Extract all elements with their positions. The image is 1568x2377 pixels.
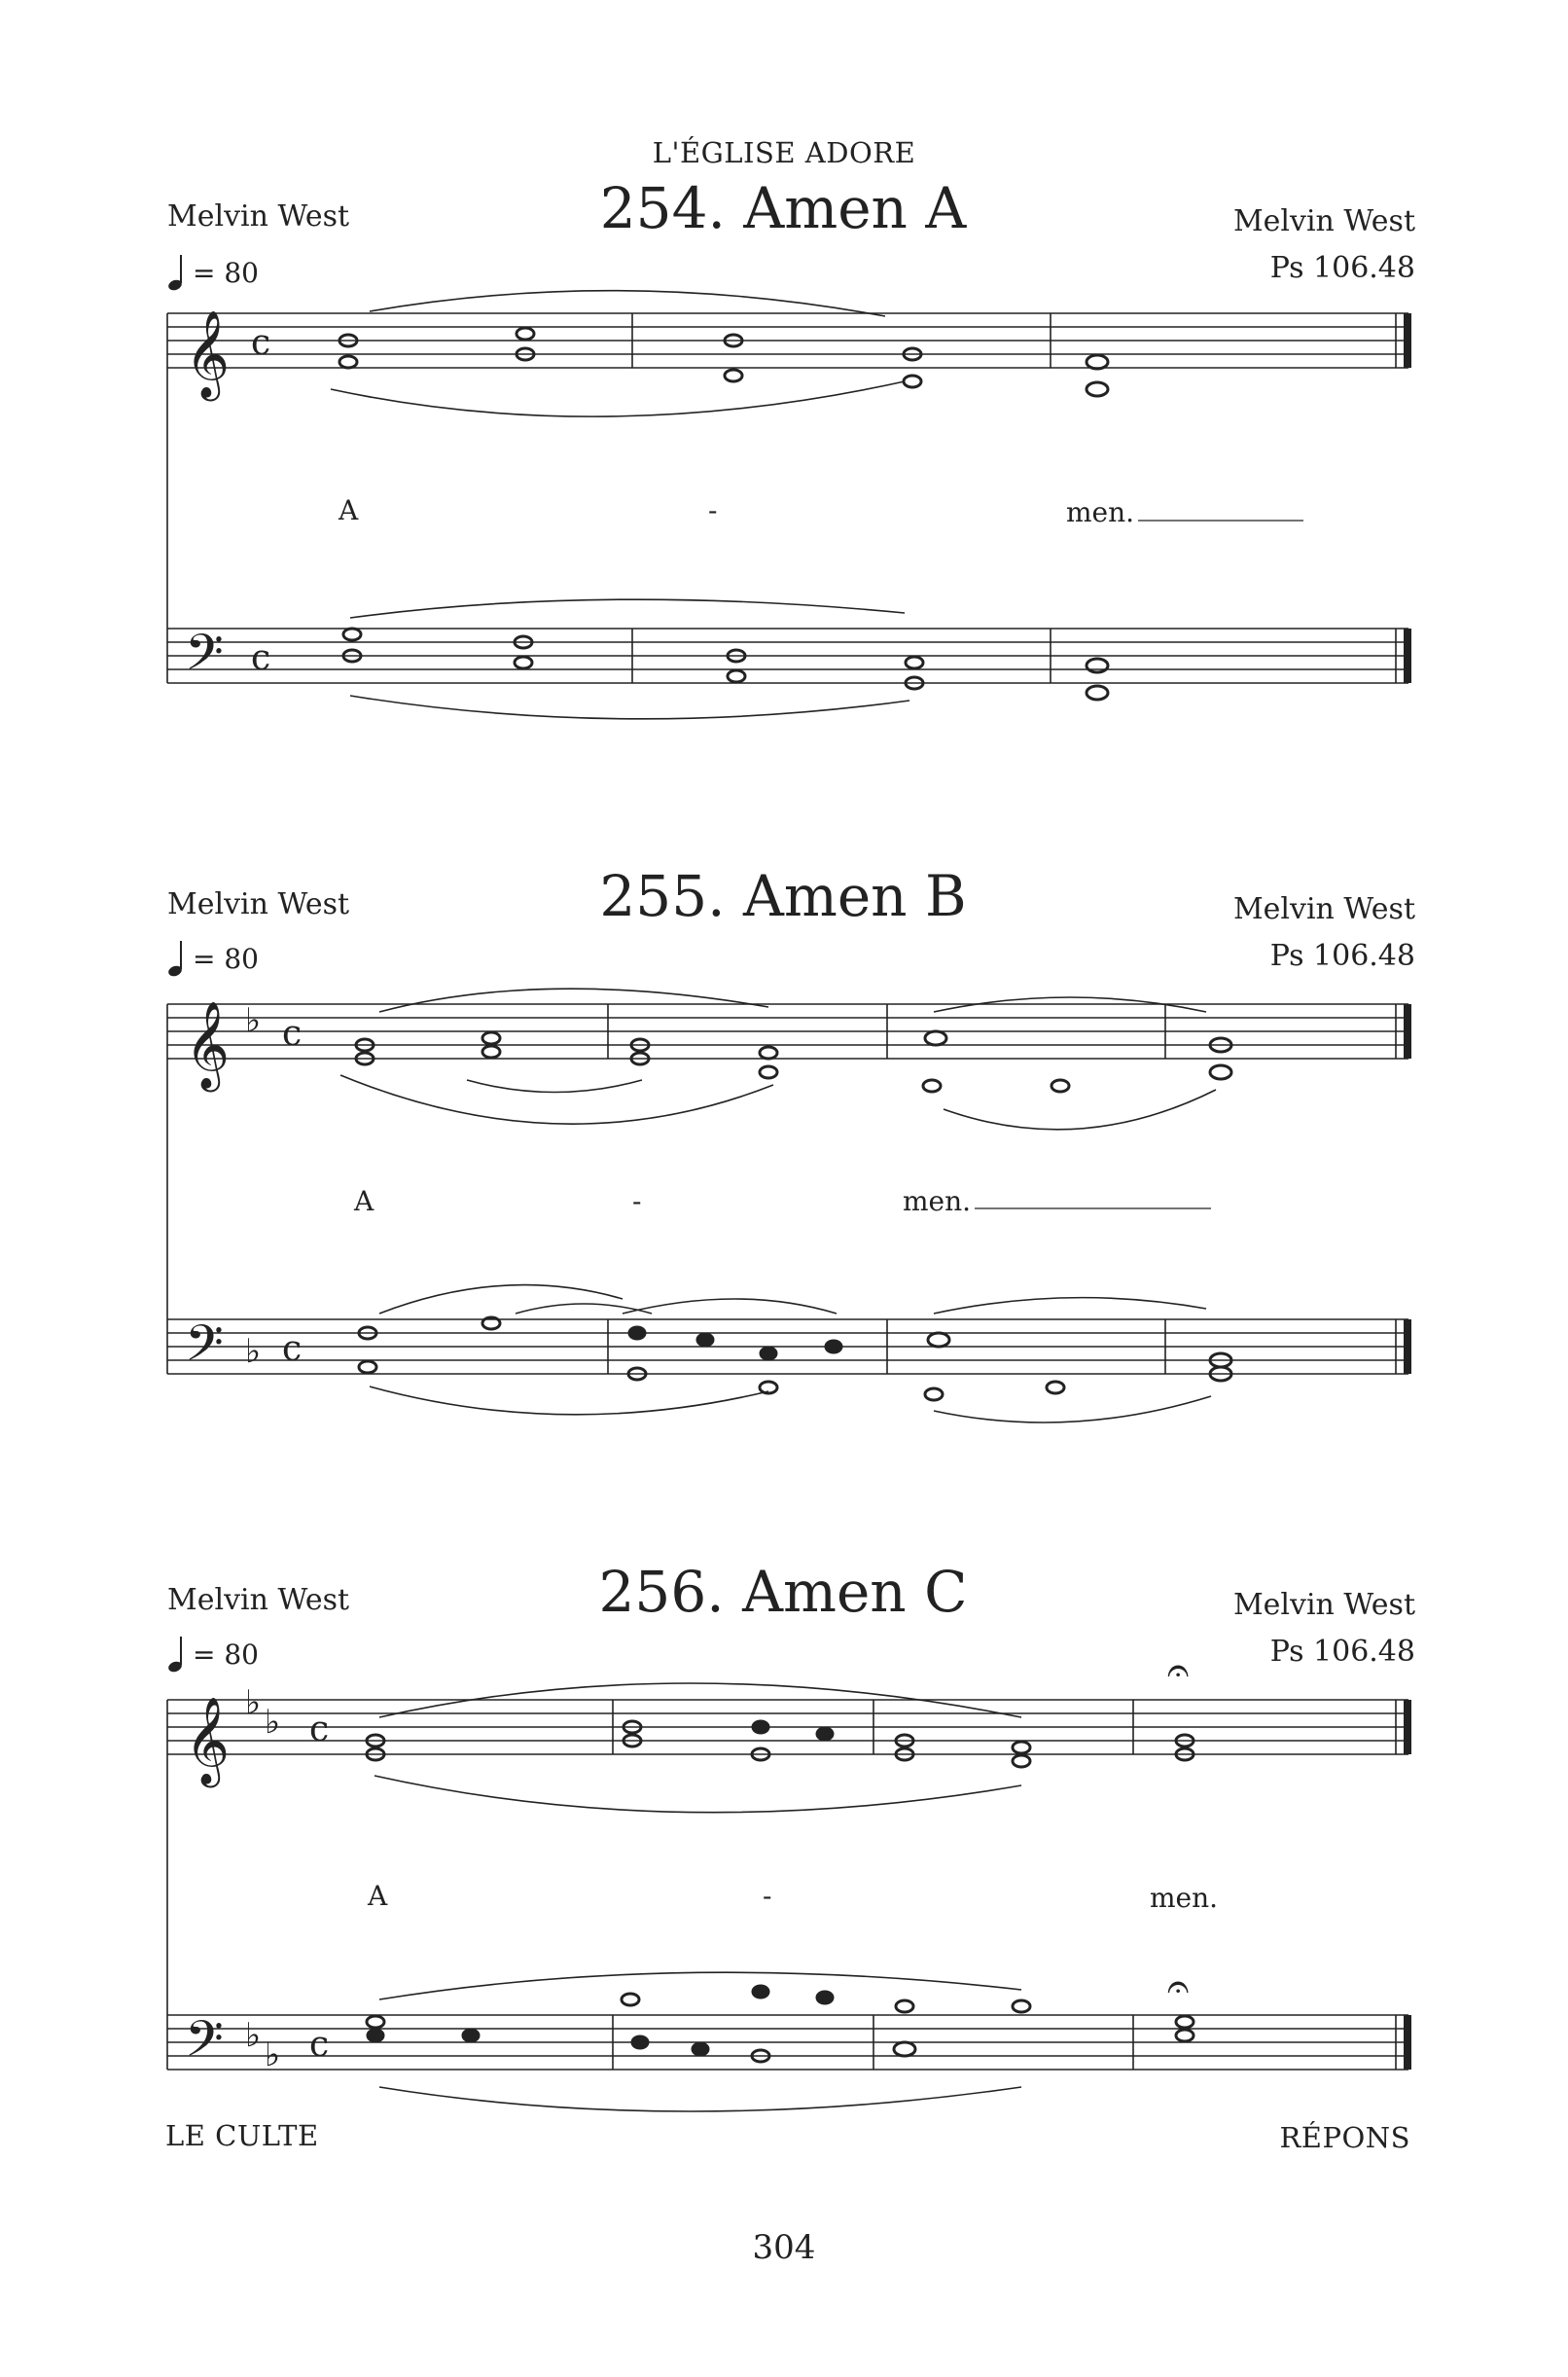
common-time-bass: c [309,2025,330,2065]
common-time-bass: c [251,638,271,678]
tempo-value: = 80 [193,1638,259,1671]
composer-credit: Melvin West [167,199,350,234]
piece-title: 256. Amen C [598,1559,968,1625]
tempo-marking [167,939,259,978]
footer-right: RÉPONS [1279,2121,1410,2154]
bass-notes [359,1317,1231,1400]
common-time-treble: c [282,1014,303,1054]
running-title: L'ÉGLISE ADORE [652,136,916,169]
page-number: 304 [752,2228,816,2267]
arranger-credit: Melvin West [1232,892,1415,926]
quarter-note-icon [167,1635,187,1674]
tempo-value: = 80 [193,256,259,289]
piece-title: 255. Amen B [599,863,967,929]
scripture-reference: Ps 106.48 [1269,251,1415,285]
common-time-treble: c [309,1710,330,1749]
key-flat-bass: ♭ [245,2016,262,2055]
score-system [0,983,1568,1440]
footer-left: LE CULTE [165,2119,319,2152]
lyric-syllable: men. [1066,496,1135,528]
quarter-note-icon [167,253,187,292]
bass-notes [343,629,1108,700]
tempo-marking [167,1635,259,1674]
lyric-hyphen: - [632,1185,642,1217]
bass-clef-icon: 𝄢 [185,623,224,694]
scripture-reference: Ps 106.48 [1269,939,1415,973]
lyric-syllable: A [354,1185,374,1217]
composer-credit: Melvin West [167,1583,350,1617]
lyric-hyphen: - [763,1880,772,1912]
lyric-syllable: men. [903,1185,972,1217]
key-flat-bass: ♭ [245,1332,262,1371]
score-system [0,292,1568,720]
key-flat-treble: ♭ [245,1001,262,1040]
treble-clef-icon: 𝄞 [185,310,231,398]
common-time-treble: c [251,323,271,363]
piece-title: 254. Amen A [599,175,967,241]
scripture-reference: Ps 106.48 [1269,1635,1415,1669]
common-time-bass: c [282,1329,303,1369]
treble-clef-icon: 𝄞 [185,1001,231,1089]
key-flat-bass: ♭ [265,2035,281,2074]
arranger-credit: Melvin West [1232,204,1415,238]
treble-notes [339,328,1108,396]
key-flat-treble: ♭ [265,1703,281,1742]
bass-clef-icon: 𝄢 [185,2009,224,2080]
treble-clef-icon: 𝄞 [185,1697,231,1784]
quarter-note-icon [167,939,187,978]
lyric-syllable: A [368,1880,388,1912]
lyric-syllable: A [339,494,359,526]
lyric-hyphen: - [708,494,718,526]
bass-clef-icon: 𝄢 [185,1314,224,1385]
key-flat-treble: ♭ [245,1683,262,1722]
tempo-marking [167,253,259,292]
arranger-credit: Melvin West [1232,1588,1415,1622]
bass-notes [367,1986,1194,2062]
composer-credit: Melvin West [167,887,350,921]
fermata-icon: 𝄐 [1167,1648,1190,1693]
fermata-icon: 𝄐 [1167,1964,1190,2009]
tempo-value: = 80 [193,942,259,975]
treble-notes [356,1031,1231,1092]
treble-notes [367,1721,1194,1767]
lyric-syllable: men. [1150,1882,1219,1914]
